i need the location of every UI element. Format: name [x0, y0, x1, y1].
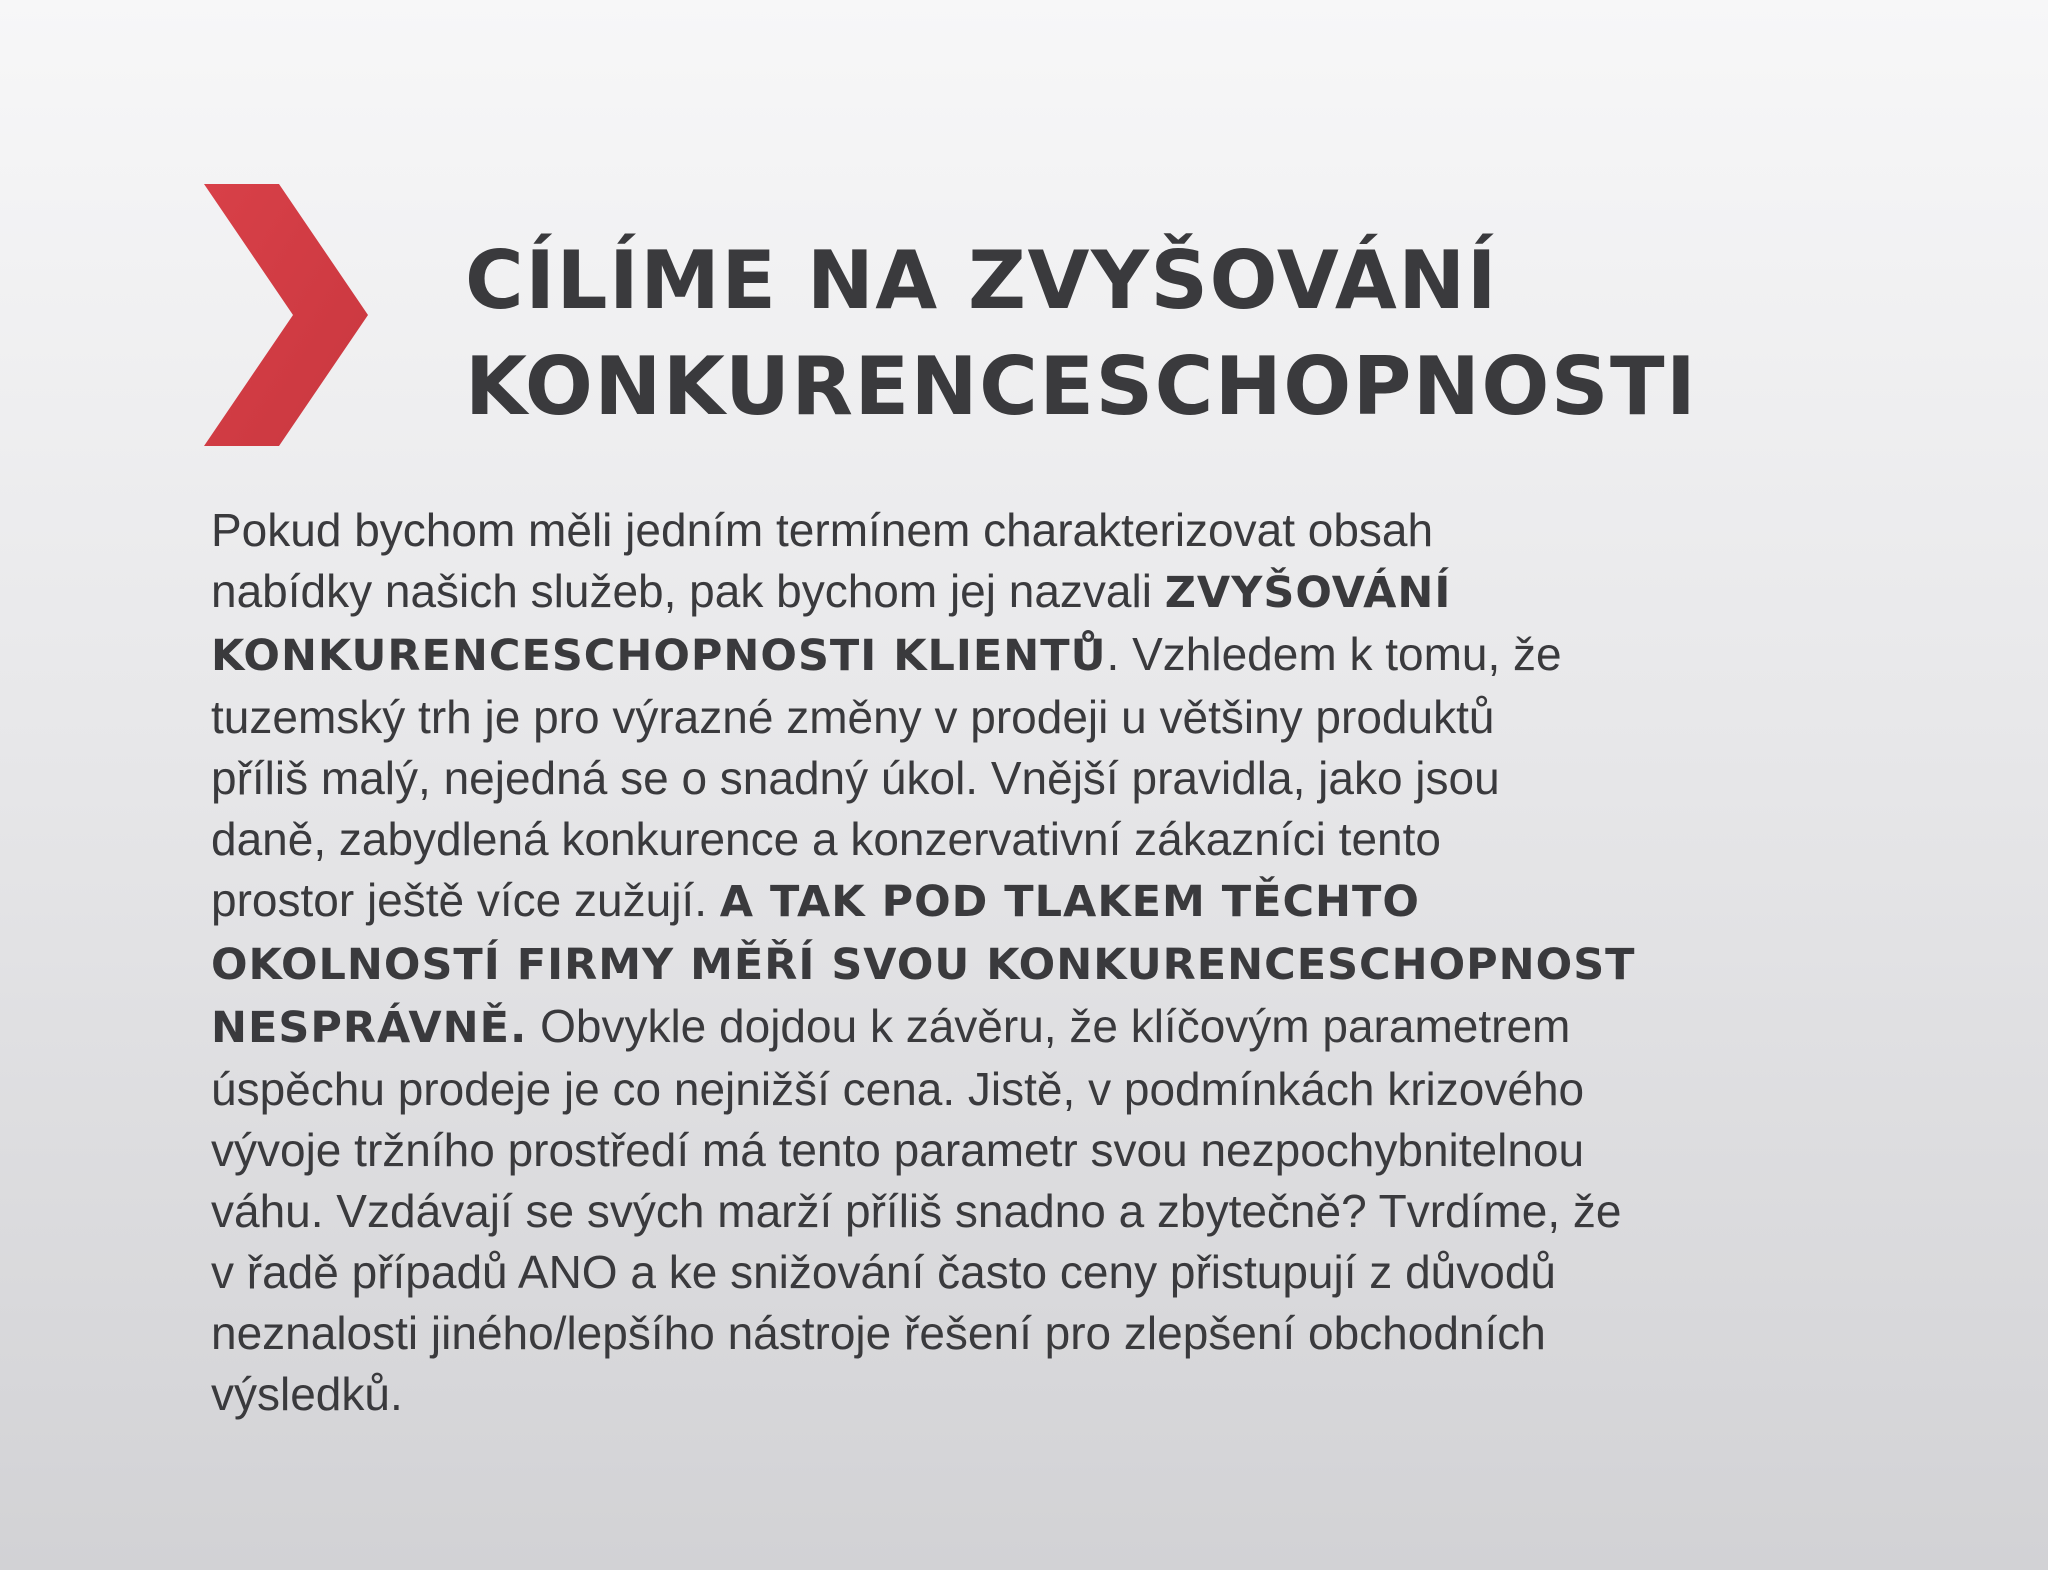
body-text: nabídky našich služeb, pak bychom jej nazvali: [211, 565, 1165, 617]
body-text: . Vzhledem k tomu, že: [1106, 628, 1562, 680]
body-text: Obvykle dojdou k závěru, že klíčovým parametrem: [527, 1000, 1571, 1052]
body-line-15: [211, 1364, 1851, 1425]
body-line-2: [211, 561, 1851, 624]
page-title: [465, 228, 1697, 440]
body-text: výsledků.: [211, 1368, 403, 1420]
body-line-13: [211, 1242, 1851, 1303]
body-text: tuzemský trh je pro výrazné změny v prodeji u většiny produktů: [211, 691, 1495, 743]
body-text: neznalosti jiného/lepšího nástroje řešení pro zlepšení obchodních: [211, 1307, 1546, 1359]
body-line-1: [211, 500, 1851, 561]
emphasis-text: ZVYŠOVÁNÍ: [1164, 568, 1452, 618]
body-paragraph: [211, 500, 1851, 1425]
title-line-2: KONKURENCESCHOPNOSTI: [465, 340, 1698, 433]
body-text: váhu. Vzdávají se svých marží příliš snadno a zbytečně? Tvrdíme, že: [211, 1185, 1622, 1237]
emphasis-text: NESPRÁVNĚ.: [211, 1003, 528, 1053]
body-line-14: [211, 1303, 1851, 1364]
emphasis-text: OKOLNOSTÍ FIRMY MĚŘÍ SVOU KONKURENCESCHOPNOST: [211, 940, 1636, 990]
body-line-4: [211, 687, 1851, 748]
body-line-8: [211, 933, 1851, 996]
body-text: příliš malý, nejedná se o snadný úkol. Vnější pravidla, jako jsou: [211, 752, 1500, 804]
chevron-right-icon: [204, 184, 368, 446]
emphasis-text: A TAK POD TLAKEM TĚCHTO: [719, 877, 1420, 927]
body-line-7: [211, 870, 1851, 933]
body-text: daně, zabydlená konkurence a konzervativní zákazníci tento: [211, 813, 1441, 865]
emphasis-text: KONKURENCESCHOPNOSTI KLIENTŮ: [211, 631, 1107, 681]
body-text: Pokud bychom měli jedním termínem charakterizovat obsah: [211, 504, 1434, 556]
title-line-1: CÍLÍME NA ZVYŠOVÁNÍ: [465, 234, 1498, 327]
body-text: prostor ještě více zužují.: [211, 874, 720, 926]
body-line-3: [211, 624, 1851, 687]
body-line-5: [211, 748, 1851, 809]
body-text: vývoje tržního prostředí má tento parametr svou nezpochybnitelnou: [211, 1124, 1585, 1176]
body-line-12: [211, 1181, 1851, 1242]
body-line-6: [211, 809, 1851, 870]
body-text: úspěchu prodeje je co nejnižší cena. Jistě, v podmínkách krizového: [211, 1063, 1585, 1115]
body-text: v řadě případů ANO a ke snižování často ceny přistupují z důvodů: [211, 1246, 1556, 1298]
body-line-11: [211, 1120, 1851, 1181]
body-line-9: [211, 996, 1851, 1059]
body-line-10: [211, 1059, 1851, 1120]
